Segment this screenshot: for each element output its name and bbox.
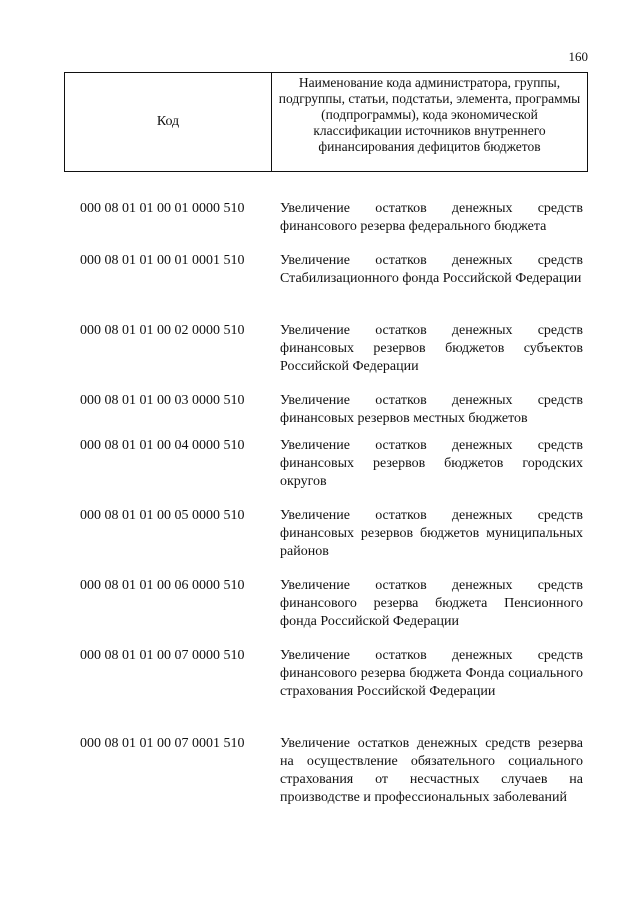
row-description: Увеличение остатков денежных средств Стабилизационного фонда Российской Федерации bbox=[280, 253, 583, 286]
table-row bbox=[0, 322, 640, 392]
row-code: 000 08 01 01 00 07 0001 510 bbox=[80, 736, 245, 751]
table-row bbox=[0, 392, 640, 437]
row-description: Увеличение остатков денежных средств финансового резерва бюджета Пенсионного фонда Российской Федерации bbox=[280, 578, 583, 629]
row-description: Увеличение остатков денежных средств финансовых резервов бюджетов городских округов bbox=[280, 438, 583, 489]
table-row bbox=[0, 507, 640, 577]
row-code: 000 08 01 01 00 02 0000 510 bbox=[80, 323, 245, 338]
row-description: Увеличение остатков денежных средств финансовых резервов бюджетов муниципальных районов bbox=[280, 508, 583, 559]
row-code: 000 08 01 01 00 01 0001 510 bbox=[80, 253, 245, 268]
row-code: 000 08 01 01 00 06 0000 510 bbox=[80, 578, 245, 593]
table-row bbox=[0, 252, 640, 322]
table-row bbox=[0, 437, 640, 507]
row-code: 000 08 01 01 00 01 0000 510 bbox=[80, 201, 245, 216]
table-row bbox=[0, 200, 640, 252]
row-description: Увеличение остатков денежных средств финансовых резервов местных бюджетов bbox=[280, 393, 583, 426]
table-header bbox=[64, 72, 588, 172]
table-row bbox=[0, 735, 640, 845]
row-description: Увеличение остатков денежных средств резерва на осуществление обязательного социального страхования от несчастных случаев на производстве и профессиональных заболеваний bbox=[280, 736, 583, 805]
row-code: 000 08 01 01 00 03 0000 510 bbox=[80, 393, 245, 408]
header-name-cell: Наименование кода администратора, группы, подгруппы, статьи, подстатьи, элемента, программы (подпрограммы), кода экономической классификации источников внутреннего финансирования дефицитов бюджетов bbox=[278, 75, 581, 154]
row-description: Увеличение остатков денежных средств финансовых резервов бюджетов субъектов Российской Федерации bbox=[280, 323, 583, 374]
row-code: 000 08 01 01 00 05 0000 510 bbox=[80, 508, 245, 523]
classification-list bbox=[0, 200, 640, 845]
row-code: 000 08 01 01 00 04 0000 510 bbox=[80, 438, 245, 453]
row-description: Увеличение остатков денежных средств финансового резерва федерального бюджета bbox=[280, 201, 583, 234]
table-row bbox=[0, 577, 640, 647]
row-code: 000 08 01 01 00 07 0000 510 bbox=[80, 648, 245, 663]
page-number: 160 bbox=[568, 49, 588, 64]
table-row bbox=[0, 647, 640, 735]
row-description: Увеличение остатков денежных средств финансового резерва бюджета Фонда социального страхования Российской Федерации bbox=[280, 648, 583, 699]
header-code-cell: Код bbox=[65, 73, 272, 171]
